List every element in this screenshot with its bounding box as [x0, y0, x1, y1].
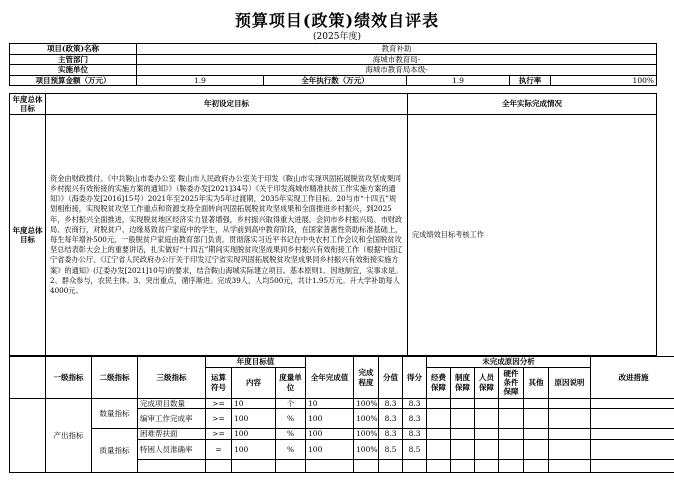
empty-cell [379, 459, 403, 472]
page-title: 预算项目(政策)绩效自评表 [234, 11, 440, 30]
indicator-content: 100 [232, 439, 276, 459]
indicator-name: 困难帮扶面 [138, 429, 206, 439]
initial-goal-header: 年初设定目标 [46, 94, 408, 115]
goal-row-label: 年度总体目标 [10, 115, 46, 356]
rate-label: 执行率 [510, 75, 551, 86]
empty-cell [499, 439, 524, 459]
rate-value: 100% [551, 75, 657, 86]
budget-row [10, 75, 657, 86]
empty-cell [591, 409, 674, 429]
level1-header: 一级指标 [46, 357, 92, 399]
indicator-actual: 100 [306, 439, 354, 459]
indicator-degree: 100% [354, 399, 379, 409]
goal-content-row [10, 115, 657, 356]
indicator-unit: 个 [276, 399, 306, 409]
empty-cell [524, 409, 549, 429]
empty-cell [475, 439, 499, 459]
empty-cell [524, 459, 549, 472]
indicator-degree: 100% [354, 409, 379, 429]
dept-row [10, 54, 657, 65]
project-name-label: 项目(政策)名称 [10, 44, 137, 55]
dept-label: 主管部门 [10, 54, 137, 65]
level3-header: 三级指标 [138, 357, 206, 399]
indicator-content: 100 [232, 409, 276, 429]
improve-header: 改进措施 [591, 357, 674, 399]
indicator-unit: % [276, 439, 306, 459]
hardware-header: 硬件条件保障 [499, 367, 524, 398]
empty-cell [276, 459, 306, 472]
indicator-op: >= [206, 429, 232, 439]
indicator-got: 8.5 [403, 439, 427, 459]
dept-value: 海城市教育局- [137, 54, 657, 65]
empty-cell [427, 459, 451, 472]
empty-cell [499, 459, 524, 472]
indicator-degree: 100% [354, 429, 379, 439]
indicator-actual: 100 [306, 429, 354, 439]
empty-cell [549, 409, 591, 429]
indicator-score: 8.3 [379, 399, 403, 409]
indicator-op: >= [206, 399, 232, 409]
indicator-score: 8.3 [379, 409, 403, 429]
unit-row [10, 65, 657, 76]
project-info-table [9, 43, 657, 86]
actual-goal-text: 完成绩效目标考核工作 [408, 115, 657, 356]
project-name-value: 教育补助 [137, 44, 657, 55]
annual-goal-table [9, 93, 657, 356]
budget-label: 项目预算金额（万元） [10, 75, 137, 86]
unit-header: 度量单位 [276, 367, 306, 398]
output-indicator-label: 产出指标 [46, 399, 92, 473]
indicator-op: = [206, 439, 232, 459]
empty-cell [427, 409, 451, 429]
empty-cell [591, 429, 674, 439]
level2-header: 二级指标 [92, 357, 138, 399]
budget-value: 1.9 [137, 75, 264, 86]
indicator-degree: 100% [354, 439, 379, 459]
empty-cell [499, 429, 524, 439]
empty-cell [354, 459, 379, 472]
indicator-name: 特困人员准确率 [138, 439, 206, 459]
empty-cell [427, 399, 451, 409]
indicator-actual: 10 [306, 399, 354, 409]
empty-cell [549, 399, 591, 409]
empty-cell [427, 439, 451, 459]
empty-cell [549, 459, 591, 472]
exec-label: 全年执行数（万元） [264, 75, 407, 86]
actual-goal-header: 全年实际完成情况 [408, 94, 657, 115]
empty-cell [591, 399, 674, 409]
empty-cell [475, 399, 499, 409]
quality-indicator-label: 质量指标 [92, 429, 138, 472]
table-row [10, 399, 674, 409]
indicator-blank-cell [10, 399, 46, 473]
content-header: 内容 [232, 367, 276, 398]
indicator-got: 8.3 [403, 429, 427, 439]
unit-value: 海城市教育局本级- [137, 65, 657, 76]
page-year: (2025年度) [313, 32, 361, 42]
system-header: 制度保障 [451, 367, 475, 398]
goal-header-row [10, 94, 657, 115]
indicator-blank-header [10, 357, 46, 399]
empty-cell [451, 409, 475, 429]
indicator-op: >= [206, 409, 232, 429]
indicator-name: 编审工作完成率 [138, 409, 206, 429]
project-name-row [10, 44, 657, 55]
empty-cell [499, 409, 524, 429]
indicator-unit: % [276, 429, 306, 439]
indicator-content: 100 [232, 429, 276, 439]
empty-cell [549, 429, 591, 439]
indicator-table [9, 356, 674, 473]
empty-cell [591, 459, 674, 472]
empty-cell [591, 439, 674, 459]
indicator-got: 8.3 [403, 409, 427, 429]
indicator-name: 完成项目数量 [138, 399, 206, 409]
empty-cell [451, 399, 475, 409]
empty-cell [475, 409, 499, 429]
indicator-unit: % [276, 409, 306, 429]
indicator-got: 8.3 [403, 399, 427, 409]
empty-cell [524, 399, 549, 409]
indicator-header-row-1 [10, 357, 674, 368]
empty-cell [138, 459, 206, 472]
empty-cell [549, 439, 591, 459]
goal-row-label-top: 年度总体目标 [10, 94, 46, 115]
staff-header: 人员保障 [475, 367, 499, 398]
indicator-actual: 100 [306, 409, 354, 429]
empty-cell [232, 459, 276, 472]
empty-cell [524, 439, 549, 459]
explain-header: 原因说明 [549, 367, 591, 398]
score-header: 分值 [379, 357, 403, 399]
empty-cell [206, 459, 232, 472]
empty-cell [403, 459, 427, 472]
indicator-content: 10 [232, 399, 276, 409]
actual-header: 全年完成值 [306, 357, 354, 399]
annual-target-header: 年度目标值 [206, 357, 306, 368]
empty-cell [475, 429, 499, 439]
initial-goal-text: 资金由财政拨付。《中共鞍山市委办公室 鞍山市人民政府办公室关于印发《鞍山市实现巩固拓展脱贫攻坚成果同乡村振兴有效衔接的实施方案的通知》》（鞍委办发[2021]34号）《关于印发海城市精准扶贫工作实施方案的通知》》（海委办发[2016]15号）2021年至2025年实为5年过渡期，2035年实现工作目标。20与市“十四五”规划相衔接，实现脱贫攻坚工作重点和资源支持全面转向巩固拓展脱贫攻坚成果和全面推进乡村振兴，到2025年，乡村振兴全面推进，实现脱贫地区经济实力显著增强，乡村振兴取得重大进展。会同市乡村振兴局、市财政局、农商行，对脱贫户、边缘易致贫户家庭中的学生，从学前到高中教育阶段，在国家普惠性资助标准基础上，每生每年增补500元，一般脱贫户家庭由教育部门负责。贯彻落实习近平书记在中央农村工作会议和全国脱贫攻坚总结表彰大会上的重要讲话，扎实做好“十四五”期间实现脱贫攻坚成果同乡村振兴有效衔接工作（根据中国辽宁省委办公厅、《辽宁省人民政府办公厅关于印发辽宁省实现巩固拓展脱贫攻坚成果同乡村振兴有效衔接实施方案》的通知》(辽委办发[2021]10号)的要求，结合鞍山海城实际建立项目。基本原则1、因地制宜，实事求是。2、群众参与，农民主体。3、突出重点，循序渐进。完成39人，人均500元，共计1.95万元。升大学补助每人4000元。 [46, 115, 408, 356]
empty-cell [306, 459, 354, 472]
table-row [10, 429, 674, 439]
indicator-score: 8.3 [379, 429, 403, 439]
reason-group-header: 未完成原因分析 [427, 357, 591, 368]
unit-label: 实施单位 [10, 65, 137, 76]
exec-value: 1.9 [407, 75, 510, 86]
empty-cell [451, 459, 475, 472]
empty-cell [427, 429, 451, 439]
empty-cell [499, 399, 524, 409]
got-header: 得分 [403, 357, 427, 399]
funding-header: 经费保障 [427, 367, 451, 398]
quantity-indicator-label: 数量指标 [92, 399, 138, 429]
indicator-score: 8.5 [379, 439, 403, 459]
other-header: 其他 [524, 367, 549, 398]
empty-cell [524, 429, 549, 439]
empty-cell [451, 429, 475, 439]
empty-cell [475, 459, 499, 472]
degree-header: 完成程度 [354, 357, 379, 399]
empty-cell [451, 439, 475, 459]
op-header: 运算符号 [206, 367, 232, 398]
